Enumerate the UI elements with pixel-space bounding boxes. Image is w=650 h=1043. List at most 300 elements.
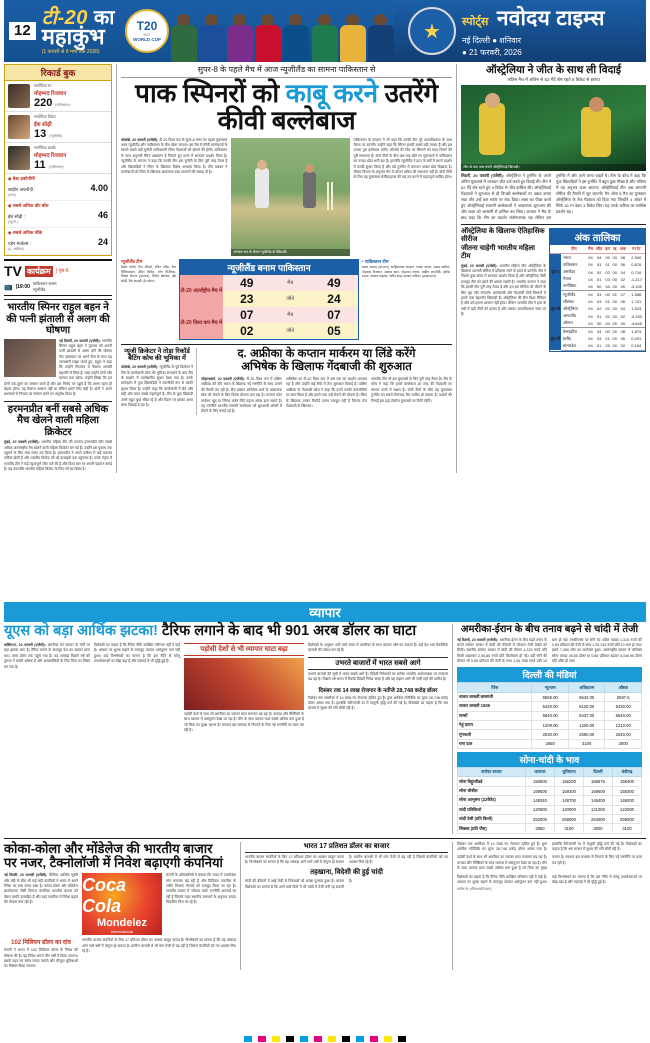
nz-xi-block <box>121 259 176 340</box>
right-top-photo <box>461 85 646 171</box>
price-row-label: गेहूं प्रताप <box>458 720 532 729</box>
points-table-row <box>550 305 645 312</box>
record-stat-label: ◆ सबसे अधिक डॉट बॉल <box>8 203 49 208</box>
lead-photo-caption: अभ्यास सत्र के दौरान न्यूजीलैंड के खिलाड़ी। <box>231 249 349 256</box>
points-cell: 08 <box>620 255 626 261</box>
coke-headline-2: पर नजर, टैक्नोलॉजी में निवेश बढ़ाएगी कंपनियां <box>4 855 223 870</box>
center-column <box>116 64 456 473</box>
masthead-banner-left <box>4 0 394 62</box>
points-cell: 02 <box>605 306 610 312</box>
mandi-row <box>458 730 642 739</box>
price-cell: 259000 <box>554 814 583 823</box>
record-stat-name: एडेन मार्करम : <box>8 241 31 246</box>
points-table-row <box>550 342 645 350</box>
record-entry <box>5 143 111 174</box>
record-stat-name: ईश सोढ़ी : <box>8 214 25 219</box>
points-cell: 01 <box>605 336 610 342</box>
left-story-1 <box>4 299 112 398</box>
points-table-title: अंक तालिका <box>550 229 645 245</box>
record-book-title: रिकार्ड बुक <box>5 65 111 81</box>
banner-line2: महाकुंभ <box>41 23 105 49</box>
points-cell: 00 <box>605 292 610 298</box>
record-caption: सर्वाधिक छक्के <box>34 145 56 150</box>
record-stat-value: 4.00 <box>90 183 108 193</box>
points-cell: 00 <box>618 283 627 291</box>
lead-headline-post: उतरेंगे कीवी बल्लेबाज <box>217 78 438 136</box>
record-player-name: मोहम्मद रिजवान <box>34 91 67 97</box>
price-cell: 5430.00 <box>605 702 642 711</box>
points-cell: 04 <box>588 299 593 305</box>
points-cell: -1.217 <box>630 276 642 282</box>
mid-headline-2: अभिषेक के खिलाफ गेंदबाजी की शुरुआत <box>241 360 412 373</box>
business-lead-headline-post: टैरिफ लगाने के बाद भी 901 अरब डॉलर का घाटा <box>158 623 417 639</box>
points-col-header: जीत <box>594 245 604 254</box>
price-row-label: सरसों <box>458 711 532 720</box>
price-cell: 2530.00 <box>532 730 569 739</box>
coke-story <box>4 838 646 970</box>
left-column <box>4 64 116 473</box>
price-cell: 1210.00 <box>605 720 642 729</box>
player-photo <box>310 8 337 62</box>
price-cell: 146000 <box>612 796 641 805</box>
price-cell: 5640.00 <box>605 711 642 720</box>
price-row-label: मूंगफली <box>458 730 532 739</box>
price-cell: 1200.00 <box>568 720 605 729</box>
coke-col1: वैश्विक आर्थिक सुस्ती और मंदी के बीच भी कई बड़ी कंपनियों ने भारत में अपने निवेश का रुख बनाए रखा है। कोका-कोला और मोंडेलेज इंटरनेशनल जैसी दिग्गज कंपनियां भारतीय बाजार को लेकर काफी उत्साहित हैं और यहां तकनीक में निवेश बढ़ाने की योजना बना रही हैं। <box>4 873 78 905</box>
points-cell: 03 <box>605 343 610 349</box>
tv-match: पाकिस्तान बनाम <box>32 281 57 286</box>
mid-col2: अभिषेक का टी-20 विश्व कप में अब तक का प्रदर्शन शानदार रहा है और उन्होंने कई मैचों में तेज शुरुआत दिलाई है। दक्षिण अफ्रीका के गेंदबाजी कोच ने कहा कि हमने उनकी कमजोरियों पर काम किया है और हमारे पास उन्हें रोकने की योजना है। स्पिन के खिलाफ उनका रिकॉर्ड उतना मजबूत नहीं है जितना तेज गेंदबाजी के खिलाफ। <box>286 377 367 408</box>
record-caption: सर्वाधिक रन <box>34 83 52 88</box>
player-photo <box>366 8 393 62</box>
price-cell: 120900 <box>525 805 554 814</box>
points-cell: 04 <box>588 320 593 326</box>
record-entry <box>5 81 111 112</box>
price-row-label: चावल शरबती 1509 <box>458 702 532 711</box>
record-caption: सर्वाधिक विकेट <box>34 114 56 119</box>
mandi-row <box>458 702 642 711</box>
price-cell: 159500 <box>525 786 554 795</box>
sports-label: स्पोर्ट्स <box>462 16 489 28</box>
points-table-row <box>550 313 645 320</box>
points-cell: 04 <box>588 292 593 298</box>
wc-logo-mid: ICC <box>143 32 151 37</box>
points-col-header: रद्द <box>611 245 618 254</box>
record-stat <box>5 228 111 255</box>
vs-row-1-left2: 02 <box>240 323 254 338</box>
price-cell: 148700 <box>554 796 583 805</box>
wc-logo-bottom: WORLD CUP <box>133 37 161 42</box>
player-photo <box>169 8 196 62</box>
points-cell: 1.874 <box>631 329 642 335</box>
business-section <box>4 602 646 970</box>
record-player-name: ईश सोढ़ी <box>34 122 52 128</box>
record-stat-value: 24 <box>97 237 108 247</box>
record-stat <box>5 201 111 228</box>
record-book-box <box>4 64 112 256</box>
price-cell: 2590.00 <box>568 730 605 739</box>
lead-kicker: सुपर-8 के पहले मैच में आज न्यूजीलैंड का सामना पाकिस्तान से <box>197 65 376 74</box>
points-cell: 07 <box>620 292 626 298</box>
business-sub2-head: उभरते बाजारों में भारत सबसे आगे <box>308 657 448 670</box>
bullion-col-header: दिल्ली <box>583 768 612 777</box>
mid-left-headline-1: न्यूजी क्रिकेटर ने तोड़ा रिकॉर्ड <box>124 347 190 355</box>
points-cell: 1.566 <box>631 292 642 298</box>
points-cell: 04 <box>588 343 593 349</box>
left-story-1-dateline: नई दिल्ली, 20 फरवरी (एजेंसी): <box>59 338 101 343</box>
points-team-name: ऑस्ट्रेलिया <box>563 305 578 311</box>
points-cell: 04 <box>588 262 593 268</box>
coke-sub2-head: भारत 17 प्रतिशत डॉलर का बाजार <box>245 842 448 853</box>
price-row-label: चना दाल <box>458 739 532 748</box>
lead-photo-wrap <box>231 138 349 256</box>
mandi-col-header: अधिकतम <box>568 683 605 692</box>
mandi-table <box>457 667 642 749</box>
lead-headline-highlight: काबू करने <box>285 78 378 108</box>
points-cell: 0.104 <box>628 342 645 350</box>
coke-headline-1: कोका-कोला और मोंडेलेज की भारतीय बाजार <box>4 840 213 856</box>
points-table-row <box>550 268 645 275</box>
points-cell: 00 <box>612 255 617 261</box>
points-col-header: अंक <box>618 245 627 254</box>
lead-text-col-1 <box>121 138 227 256</box>
vs-row-1-left1: 07 <box>240 307 254 322</box>
points-cell: 00 <box>612 336 617 342</box>
points-cell: 00 <box>605 255 610 261</box>
bullion-col-header: सर्राफा बाजार <box>458 768 526 777</box>
points-table-row <box>550 291 645 299</box>
price-cell: 120000 <box>554 805 583 814</box>
t20-banner-title <box>42 8 115 55</box>
price-cell: 2850 <box>525 824 554 833</box>
business-sub2-body: उभरते बाजारों की सूची में भारत सबसे आगे है। विदेशी निवेशकों का भरोसा भारतीय अर्थव्यवस्था पर लगातार बढ़ रहा है। पिछले वर्ष भारत में रिकॉर्ड विदेशी निवेश आया है और यह रुझान आगे भी जारी रहने की उम्मीद है। <box>308 671 448 682</box>
points-cell: 00 <box>612 343 617 349</box>
players-photo-strip <box>169 0 394 62</box>
business-lead-headline <box>4 624 448 640</box>
pak-xi-title: • पाकिस्तान टीम <box>362 258 389 264</box>
points-cell: -4.845 <box>628 320 645 328</box>
points-cell: 04 <box>588 306 593 312</box>
business-lead-headline-pre: यूएस को बड़ा आर्थिक झटका! <box>4 623 158 639</box>
business-lead-dateline: वाशिंगटन, 20 फरवरी (एजेंसी): <box>4 642 46 647</box>
points-cell: 1.523 <box>631 306 642 312</box>
price-cell: 5437.00 <box>568 711 605 720</box>
vs-row-1-mid2: जीते <box>286 327 295 334</box>
points-cell: 00 <box>605 329 610 335</box>
tv-label: TV <box>4 263 22 279</box>
points-team-name: आयरलैंड <box>563 313 576 319</box>
price-cell: 158400 <box>612 777 641 786</box>
points-cell: 03 <box>596 336 602 342</box>
nz-xi-title: न्यूजीलैंड टीम <box>121 258 143 264</box>
points-team-name: भारत <box>563 254 571 260</box>
coke-sub-body: कंपनी ने भारत में 102 मिलियन डॉलर के निवेश की घोषणा की है। यह निवेश अगले तीन वर्षों में किया जाएगा। इसके तहत नए संयंत्र लगाए जाएंगे और मौजूदा सुविधाओं का विस्तार किया जाएगा। <box>4 948 78 969</box>
points-team-name: पाकिस्तान <box>563 261 578 267</box>
points-cell: 04 <box>588 276 593 282</box>
mandi-row <box>458 739 642 748</box>
mandi-title: दिल्ली की मंडियां <box>457 667 642 682</box>
price-cell: 159200 <box>554 786 583 795</box>
bullion-row <box>458 814 642 823</box>
points-cell: 03 <box>596 292 602 298</box>
points-cell: 04 <box>588 336 593 342</box>
tv-page-ref: | पृष्ठ-6 <box>55 268 69 274</box>
lead-col2: पाकिस्तान के कप्तान ने भी कहा कि उनकी टीम पूरे आत्मविश्वास के साथ मैदान पर उतरेगी। उन्होंने कहा कि स्पिनर हमारी सबसे बड़ी ताकत हैं और हम उनका पूरा इस्तेमाल करेंगे। कोलंबो की पिच पर स्पिनरों को मदद मिलने की पूरी संभावना है। दोनों टीमों के बीच अब तक खेले गए मुकाबलों में पाकिस्तान का पलड़ा थोड़ा भारी रहा है। हालांकि न्यूजीलैंड ने हाल के वर्षों में अपने प्रदर्शन में काफी सुधार किया है और बड़े टूर्नामेंट में लगातार अच्छा खेल दिखाया है। मौसम विभाग के अनुसार मैच के दौरान बारिश की संभावना नहीं है। दोनों टीमों के लिए यह मुकाबला सेमीफाइनल की राह तय करने में महत्वपूर्ण साबित होगा। <box>353 137 452 180</box>
publication-date: ● 21 फरवरी, 2026 <box>462 48 522 57</box>
vs-comparison <box>179 259 359 340</box>
points-cell: 00 <box>612 262 617 268</box>
lead-headline-pre: पाक स्पिनरों को <box>135 78 286 108</box>
points-cell: 01 <box>605 262 610 268</box>
points-cell: 06 <box>620 262 626 268</box>
right-top-dateline: सिडनी, 20 फरवरी (एजेंसी): <box>461 173 505 179</box>
price-cell: 3100 <box>554 824 583 833</box>
points-cell: 00 <box>612 306 617 312</box>
left-story-1-photo <box>4 339 56 377</box>
record-value: 11 <box>34 159 46 171</box>
coke-logo-line1: Coca Cola <box>82 874 127 916</box>
player-photo <box>281 8 308 62</box>
points-cell: 00 <box>594 320 604 328</box>
points-cell: 04 <box>596 329 602 335</box>
right-column <box>456 64 646 473</box>
points-cell: 02 <box>618 342 627 350</box>
price-cell: 6120.00 <box>568 702 605 711</box>
business-lead <box>4 624 452 834</box>
right-mid-headline-2: जीतना चाहेगी भारतीय महिला टीम <box>461 244 535 261</box>
wc-logo-top: T20 <box>136 19 158 33</box>
points-cell: 08 <box>620 329 626 335</box>
bullion-col-header: जालंधर <box>525 768 554 777</box>
price-cell: 5597.5 <box>605 692 642 701</box>
right-top-photo-caption: जीत के बाद जश्न मनाते ऑस्ट्रेलियाई खिलाड़ी। <box>461 164 646 171</box>
mid-left-headline-2: बैटिंग कोच की भूमिका में <box>128 355 186 363</box>
lead-photo <box>231 138 349 256</box>
price-row-label: चावल शरबती बासमती <box>458 692 532 701</box>
price-cell: 254000 <box>583 814 612 823</box>
points-cell: 0.876 <box>631 262 642 268</box>
points-group-label: ग्रुप-बी <box>550 291 561 328</box>
vs-row-0-right1: 49 <box>327 275 341 290</box>
price-cell: 3000 <box>605 739 642 748</box>
points-cell: 00 <box>612 269 617 275</box>
mid-left-dateline: कोलंबो, 20 फरवरी (एजेंसी): <box>121 365 159 370</box>
price-cell: 5840.00 <box>532 711 569 720</box>
coke-sub-head: 102 मिलियन डॉलर का दांव <box>11 940 71 947</box>
points-cell: -0.150 <box>630 313 642 319</box>
record-value: 220 <box>34 97 53 109</box>
points-cell: 06 <box>620 299 626 305</box>
masthead-nameplate <box>394 0 646 62</box>
price-cell: 146400 <box>583 796 612 805</box>
coke-right-col <box>452 842 642 970</box>
record-player-name: मोहम्मद रिजवान <box>34 153 67 159</box>
points-cell: 03 <box>605 276 610 282</box>
points-table-row <box>550 261 645 268</box>
record-stat-label: ◆ बेस्ट इकोनॉमी <box>8 176 35 181</box>
bcci-logo-icon: ★ <box>408 7 456 55</box>
price-cell: 5565.00 <box>532 692 569 701</box>
points-cell: 04 <box>588 313 593 319</box>
price-cell: 5420.00 <box>532 702 569 711</box>
points-cell: 04 <box>620 269 626 275</box>
vs-row-1-label: टी-20 विश्व कप मैच में <box>180 307 223 339</box>
price-row-label: सोना बिट्टू/स्टैंडर्ड <box>458 777 526 786</box>
record-stat-team: (पाक) <box>8 193 16 197</box>
points-cell: 0.291 <box>631 336 642 342</box>
mandi-row <box>458 720 642 729</box>
vs-row-0-label: टी-20 अंतर्राष्ट्रीय मैच में <box>180 275 223 307</box>
price-cell: 1209.00 <box>532 720 569 729</box>
points-table-row <box>550 335 645 342</box>
pak-xi-block <box>362 259 450 340</box>
silver-sub-head: तहखाना, विदेशी की हुई चांदी <box>310 869 383 877</box>
worldcup-logo-icon <box>125 9 169 53</box>
left-story-2-dateline: मुंबई, 20 फरवरी (एजेंसी): <box>4 440 40 445</box>
mid-left-body: न्यूजीलैंड के पूर्व क्रिकेटर ने टीम के बल्लेबाजी कोच की भूमिका संभालने के बाद टीम के प्रदर्शन में उल्लेखनीय सुधार देखा गया है। उनके मार्गदर्शन में युवा खिलाड़ियों ने तकनीकी रूप से काफी सुधार किया है। उन्होंने कहा कि बल्लेबाजी में धैर्य और सही शॉट चयन सबसे महत्वपूर्ण है। टीम के युवा खिलाड़ी उनसे बहुत कुछ सीख रहे हैं और मैदान पर इसका असर साफ दिखाई दे रहा है। <box>121 365 194 407</box>
record-team: (पाकिस्तान) <box>55 103 71 107</box>
points-cell: 03 <box>596 262 602 268</box>
mid-dateline: जोहान्सबर्ग, 20 फरवरी (एजेंसी): <box>201 377 245 382</box>
tv-icon: 📺 <box>4 284 13 291</box>
price-cell: 148340 <box>525 796 554 805</box>
record-team: (पाकिस्तान) <box>48 165 64 169</box>
vs-row-0-mid2: जीते <box>286 295 295 302</box>
points-group-label: ग्रुप-ए <box>550 254 561 291</box>
coke-right-body-2: पड़ोसी देशों के साथ भी अमरीका का व्यापार घाटा लगातार बढ़ रहा है। कनाडा और मैक्सिको के साथ व्यापार में असंतुलन देखा जा रहा है। चीन के साथ व्यापार घाटा सबसे अधिक बना हुआ है जो चिंता का मुख्य कारण है। सरकार इस समस्या से निपटने के लिए नई रणनीति पर काम कर रही है। <box>457 855 642 871</box>
tv-row <box>4 281 112 293</box>
points-cell: 04 <box>605 283 610 289</box>
bullion-row <box>458 824 642 833</box>
price-row-label: सोना चौबीस <box>458 786 526 795</box>
price-cell: 159600 <box>583 786 612 795</box>
banner-ka: का <box>93 6 115 29</box>
vs-table <box>180 275 358 339</box>
points-table-row <box>550 254 645 262</box>
business-sub1-photo <box>184 658 304 710</box>
points-cell: 00 <box>618 320 627 328</box>
price-row-label: चांदी प्रतिकिलो <box>458 805 526 814</box>
points-cell: 01 <box>612 292 617 298</box>
nz-xi-list: डेवोन कॉन्वे, टिम सीफर्ट, रचिन रवींद्र, केन विलियमसन, डेरिल मिचेल, ग्लेन फिलिप्स, मिचेल सैंटनर (कप्तान), मिचेल ब्रेसवेल, ईश सोढ़ी, टिम साउदी, ट्रेंट बोल्ट। <box>121 264 176 284</box>
lead-text-col-2 <box>354 138 452 256</box>
points-cell: 04 <box>588 283 593 289</box>
record-team: (न्यूजीलैंड) <box>49 134 63 138</box>
points-table-row <box>550 298 645 305</box>
banner-line1: टी-20 <box>41 6 88 29</box>
points-table-box <box>549 228 646 351</box>
right-mid-story <box>461 228 549 351</box>
coke-extra-col <box>240 842 452 970</box>
pak-xi-list: बाबर आजम (कप्तान), साहिबजादा फरहान, फखर जमान, सऊद शकील, मोहम्मद रिजवान, शादाब खान, मोहम्मद नवाज, शाहीन अफरीदी, हारिस रऊफ, अबरार अहमद, नसीम शाह, उस्मान तारिक। (उपकप्तान) <box>362 264 450 279</box>
points-cell: 04 <box>620 306 626 312</box>
coke-extra-body: भारतीय बाजार कंपनियों के लिए 17 प्रतिशत डॉलर का अवसर प्रस्तुत करता है। विश्लेषकों का मानना है कि यह आंकड़ा आने वाले वर्षों में दोगुना हो सकता है। ग्रामीण बाजारों में भी मांग तेजी से बढ़ रही है जिससे कंपनियों को नए अवसर मिल रहे हैं। <box>245 854 448 865</box>
points-team-name: बांग्लादेश <box>561 342 587 350</box>
player-photo <box>197 8 224 62</box>
points-cell: 02 <box>596 269 602 275</box>
price-cell: 2850 <box>532 739 569 748</box>
price-cell: 253000 <box>525 814 554 823</box>
points-table <box>550 245 645 350</box>
banner-subtitle: (1 फरवरी से 8 मार्च तक 2026) <box>41 48 100 55</box>
points-cell: 04 <box>605 320 610 326</box>
points-cell: 00 <box>612 313 617 319</box>
right-top-subhead: अंतिम मैच में अंतिम से 62 गेंदें शेष रहते 9 विकेट से हराया <box>507 77 600 83</box>
business-sub1-body: पड़ोसी देशों के साथ भी अमरीका का व्यापार घाटा लगातार बढ़ रहा है। कनाडा और मैक्सिको के साथ व्यापार में असंतुलन देखा जा रहा है। चीन के साथ व्यापार घाटा सबसे अधिक बना हुआ है जो चिंता का मुख्य कारण है। सरकार इस समस्या से निपटने के लिए नई रणनीति पर काम कर रही है। <box>184 711 304 733</box>
lead-headline <box>121 80 452 135</box>
points-cell: 0.710 <box>631 269 642 275</box>
vs-row-1-mid1: मैच <box>287 311 294 318</box>
points-cell: 00 <box>594 283 604 291</box>
points-cell: 02 <box>596 306 602 312</box>
tv-program-label: कार्यक्रम <box>26 266 51 276</box>
points-cell: 00 <box>612 320 617 326</box>
coke-logo-line3: International <box>110 928 133 934</box>
points-col-header: मैच <box>587 245 595 254</box>
coke-sub2-body: भारतीय बाजार कंपनियों के लिए 17 प्रतिशत डॉलर का अवसर प्रस्तुत करता है। विश्लेषकों का मानना है कि यह आंकड़ा आने वाले वर्षों में दोगुना हो सकता है। ग्रामीण बाजारों में भी मांग तेजी से बढ़ रही है जिससे कंपनियों को नए अवसर मिल रहे हैं। <box>82 938 236 954</box>
price-cell: 3100 <box>612 824 641 833</box>
points-table-row <box>550 327 645 335</box>
points-cell: 00 <box>612 283 617 289</box>
business-lead-col2: विशेषज्ञों का कहना है कि टैरिफ नीति अपेक्षित परिणाम नहीं दे पाई है। आयात पर शुल्क बढ़ाने के बावजूद व्यापार असंतुलन कम नहीं हुआ। कई विश्लेषकों का मानना है कि इस नीति से घरेलू उपभोक्ताओं पर बोझ बढ़ा है और महंगाई में भी वृद्धि हुई है। <box>94 642 180 664</box>
coke-col2: कंपनी के अधिकारियों ने बताया कि भारत में उपभोक्ता मांग लगातार बढ़ रही है और डिजिटल तकनीक के जरिए वितरण नेटवर्क को मजबूत किया जा रहा है। भारतीय बाजार में 'लोकल फर्स्ट' रणनीति अपनाई जा रही है जिसके तहत स्थानीय जरूरतों के अनुसार उत्पाद विकसित किए जा रहे हैं। <box>166 873 236 905</box>
player-face-photo <box>8 115 30 139</box>
player-photo <box>253 8 280 62</box>
bullion-col-header: चंडीगढ़ <box>612 768 641 777</box>
record-stat <box>5 174 111 201</box>
record-stat-name: शाहीन अफरीदी : <box>8 187 36 192</box>
player-face-photo <box>8 146 30 170</box>
business-sub2 <box>308 643 448 734</box>
business-sub1 <box>184 643 304 734</box>
right-mid-headline-1: ऑस्ट्रेलिया के खिलाफ ऐतिहासिक सीरीज <box>461 228 545 244</box>
points-cell: 00 <box>612 299 617 305</box>
coke-right-body: दिसंबर तक अमरीका में 14 लाख नए रोजगार सृजित हुए हैं। कुल आर्थिक गतिविधि का मूल्य 28,748 करोड़ डॉलर आंका गया है। हालांकि बेरोजगारी दर में मामूली वृद्धि दर्ज की गई है। विशेषज्ञों का कहना है कि श्रम बाजार में सुधार की गति धीमी रही है। <box>457 841 642 852</box>
record-stat-label: ◆ सबसे अधिक चौके <box>8 230 43 235</box>
business-right <box>452 624 642 834</box>
points-col-header: टीम <box>561 245 587 254</box>
points-team-name: नेपाल <box>563 276 572 282</box>
points-team-name: ओमान <box>561 320 587 328</box>
price-cell: 122000 <box>612 805 641 814</box>
price-cell: 159575 <box>583 777 612 786</box>
right-top-headline: ऑस्ट्रेलिया ने जीत के साथ ली विदाई <box>485 64 622 76</box>
points-cell: 03 <box>596 299 602 305</box>
lead-dateline: कोलंबो, 20 फरवरी (एजेंसी): <box>121 137 159 142</box>
player-photo <box>225 8 252 62</box>
points-cell: 02 <box>605 269 610 275</box>
points-table-row <box>550 283 645 291</box>
mid-main-story <box>197 348 452 415</box>
left-story-1-body: भारतीय स्पिनर राहुल बहन ने गुरुवार को अपनी पत्नी झंताली से अलग होने की घोषणा की। इंस्टाग्राम पर अपने फैंस के साथ यह जानकारी साझा करते हुए, राहुल ने कहा कि उन्होंने मिलकर ये फैसला आपसी सहमति से लिया है, जहां उन्होंने दोनों और सम्मान बना रहेगा। उन्होंने लिखा कि हम दोनों एक-दूसरे का सम्मान करते हैं और इस निर्णय पर पहुंचे हैं कि अलग रहना ही बेहतर होगा। यह फैसला आसान नहीं था लेकिन हमारे लिए सही है। दोनों ने अपने प्रशंसकों से निजता का सम्मान करने का अनुरोध किया है। <box>4 338 112 397</box>
points-team-name: नामीबिया <box>561 283 587 291</box>
mid-left-story <box>121 348 197 415</box>
price-cell: 121000 <box>583 805 612 814</box>
price-cell: 3000 <box>583 824 612 833</box>
points-cell: 04 <box>588 269 593 275</box>
points-cell: 02 <box>605 313 610 319</box>
mid-col1: टी-20 विश्व कप में दक्षिण अफ्रीका की टीम भारत के खिलाफ नई रणनीति के साथ उतरने की तैयारी कर रही है। टीम प्रबंधन अभिषेक शर्मा के आक्रामक खेल को रोकने के लिए विशेष योजना बना रहा है। कप्तान एडेन मार्करम खुद या स्पिनर बर्जन लिंडे पहला ओवर डाल सकते हैं। यह रणनीति भारतीय सलामी बल्लेबाज को शुरुआती ओवरों में रोकने के लिए बनाई गई है। <box>201 377 282 414</box>
price-cell: 3100 <box>568 739 605 748</box>
lead-col1: टी-20 विश्व कप के सुपर-8 चरण का पहला मुकाबला आज न्यूजीलैंड और पाकिस्तान के बीच खेला जाएगा। इस मैच में कीवी बल्लेबाजों के सामने सबसे बड़ी चुनौती पाकिस्तानी स्पिन गेंदबाजों को खेलने की होगी। पाकिस्तान के पास अनुभवी स्पिन आक्रमण है जिसने ग्रुप चरण में शानदार प्रदर्शन किया है। न्यूजीलैंड के कप्तान ने कहा कि उनकी टीम इस चुनौती के लिए पूरी तरह तैयार है और खिलाड़ियों ने स्पिन के खिलाफ विशेष अभ्यास किया है। टीम प्रबंधन ने बल्लेबाजों को स्पिन के खिलाफ आक्रामक रुख अपनाने की सलाह दी है। <box>121 137 228 174</box>
stock-note: प्रतीक रेट (कीमत/प्रति ग्राम) <box>457 887 492 892</box>
left-story-2 <box>4 401 112 473</box>
price-cell: 2540.00 <box>605 730 642 739</box>
vs-row-0-left1: 49 <box>240 275 254 290</box>
points-cell: -3.100 <box>628 283 645 291</box>
tv-schedule-box <box>4 259 112 296</box>
mandi-col-header: औसत <box>605 683 642 692</box>
